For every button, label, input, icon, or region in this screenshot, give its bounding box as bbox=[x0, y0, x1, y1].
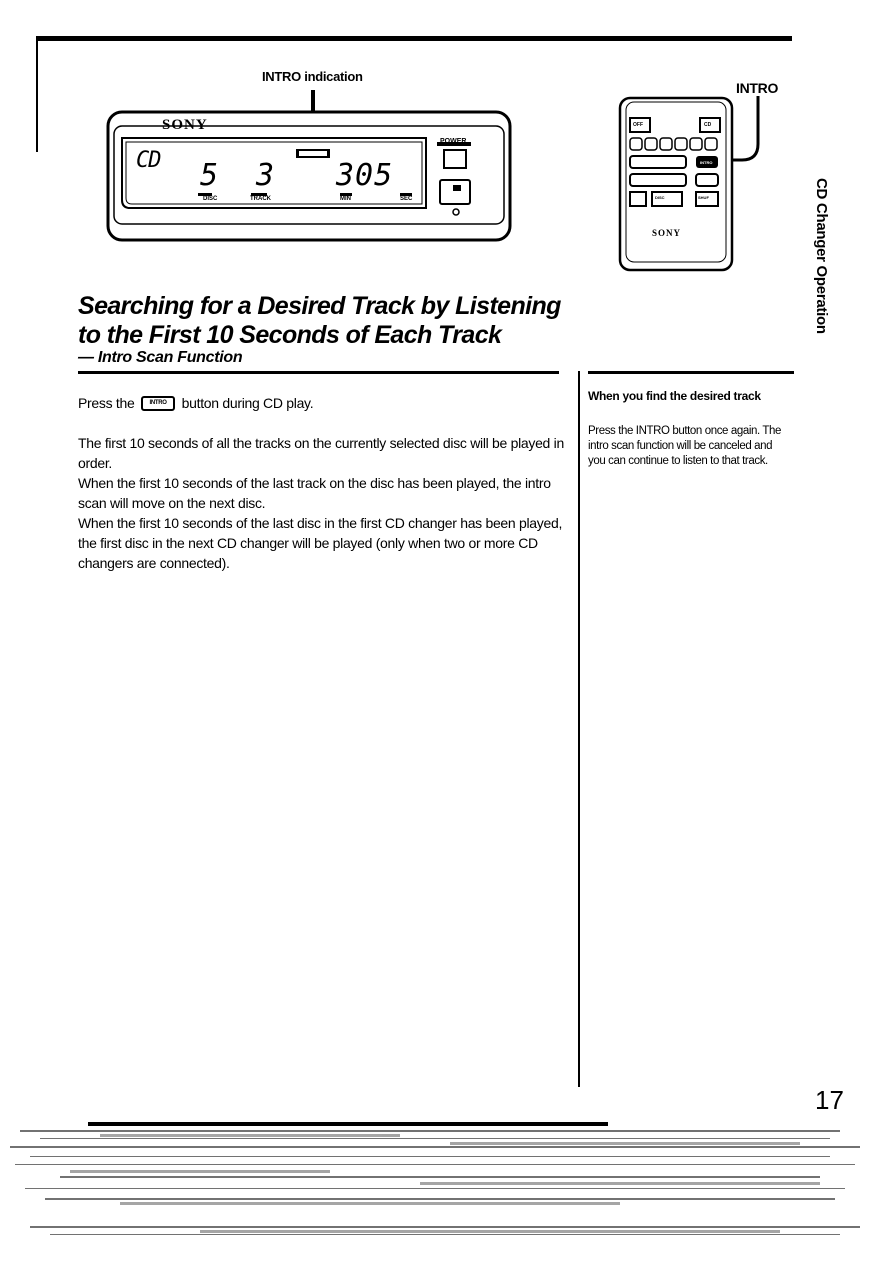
left-rule bbox=[36, 36, 38, 152]
column-divider bbox=[578, 371, 580, 1087]
display-label-sec: SEC bbox=[400, 196, 413, 202]
power-label: POWER bbox=[440, 138, 467, 145]
headline-subtitle: — Intro Scan Function bbox=[78, 349, 243, 366]
press-before: Press the bbox=[78, 395, 135, 411]
display-time-segment: 305 bbox=[336, 158, 394, 193]
display-label-min: MIN bbox=[340, 196, 351, 202]
headline-line-2: to the First 10 Seconds of Each Track bbox=[78, 321, 502, 349]
remote-shuf-button: SHUF bbox=[698, 195, 709, 200]
page-number: 17 bbox=[815, 1085, 844, 1115]
scan-noise-band bbox=[0, 1118, 877, 1261]
display-disc-segment: 5 bbox=[200, 158, 219, 193]
sidebar-text: Press the INTRO button once again. The intro scan function will be canceled and you can continue to listen to that track. bbox=[588, 425, 781, 467]
unit-brand: SONY bbox=[162, 117, 208, 133]
display-track-segment: 3 bbox=[256, 158, 275, 193]
body-paragraph-1: The first 10 seconds of all the tracks on the currently selected disc will be played in order. bbox=[78, 435, 564, 471]
body-paragraph-3: When the first 10 seconds of the last disc in the first CD changer has been played, the first disc in the next CD changer will be played (only when two or more CD changers are connected). bbox=[78, 515, 563, 571]
sidebar-rule bbox=[588, 371, 794, 374]
callout-intro: INTRO bbox=[736, 80, 779, 96]
remote-intro-button: INTRO bbox=[700, 160, 713, 165]
cd-unit-illustration bbox=[100, 86, 520, 246]
body-paragraph-2: When the first 10 seconds of the last track on the disc has been played, the intro scan will move on the next disc. bbox=[78, 475, 551, 511]
press-instruction bbox=[78, 393, 313, 413]
display-label-disc: DISC bbox=[203, 196, 218, 202]
press-after: button during CD play. bbox=[181, 395, 314, 411]
display-cd-segment: CD bbox=[136, 148, 161, 173]
main-rule bbox=[78, 371, 559, 374]
section-tab-label: CD Changer Operation bbox=[813, 178, 830, 334]
top-rule bbox=[36, 36, 792, 41]
sidebar-heading: When you find the desired track bbox=[588, 389, 761, 403]
callout-intro-indication: INTRO indication bbox=[262, 69, 363, 84]
remote-disc-button: DISC bbox=[655, 195, 665, 200]
intro-button-icon: INTRO bbox=[141, 396, 175, 411]
body-paragraphs bbox=[78, 433, 578, 573]
remote-brand: SONY bbox=[652, 228, 682, 238]
remote-illustration bbox=[612, 86, 772, 276]
page-headline bbox=[78, 292, 578, 350]
display-label-track: TRACK bbox=[250, 196, 271, 202]
remote-cd-button: CD bbox=[704, 122, 712, 128]
remote-off-button: OFF bbox=[633, 122, 643, 128]
headline-line-1: Searching for a Desired Track by Listening bbox=[78, 292, 561, 320]
